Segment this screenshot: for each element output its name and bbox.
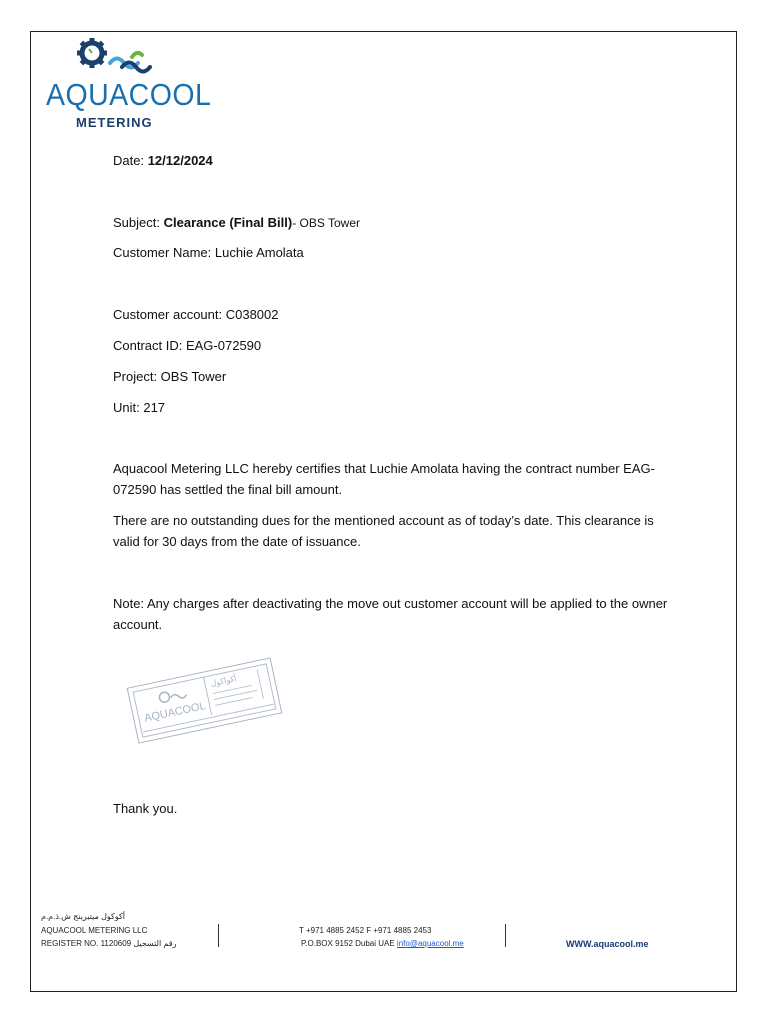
footer-register: REGISTER NO. 1120609 رقم التسجيل: [41, 939, 177, 948]
date-label: Date:: [113, 153, 145, 168]
footer-email-link[interactable]: info@aquacool.me: [396, 939, 464, 948]
footer-divider: [505, 924, 506, 947]
footer-phones: T +971 4885 2452 F +971 4885 2453: [299, 926, 432, 935]
subject-project: - OBS Tower: [292, 216, 361, 230]
letter-footer: [31, 907, 736, 967]
subject-title: Clearance (Final Bill): [163, 215, 293, 230]
footer-po-box: P.O.BOX 9152 Dubai UAE: [301, 939, 395, 948]
date-line: [113, 153, 213, 169]
clearance-paragraph: There are no outstanding dues for the mentioned account as of today’s date. This clearance is valid for 30 days from the date of issuance.: [113, 513, 654, 549]
contract-id: Contract ID: EAG-072590: [113, 338, 262, 353]
footer-divider: [218, 924, 219, 947]
stamp-arabic-text: أكواكول: [209, 674, 238, 689]
footer-website[interactable]: WWW.aquacool.me: [566, 939, 649, 949]
footer-arabic-name: أكوكول ميتيرينج ش.ذ.م.م: [41, 912, 126, 921]
stamp-wordmark: AQUACOOL: [143, 700, 207, 725]
footer-address: [301, 939, 464, 948]
subject-label: Subject:: [113, 215, 160, 230]
company-logo: [46, 37, 212, 130]
closing-text: Thank you.: [113, 801, 178, 816]
unit: Unit: 217: [113, 400, 166, 415]
subject-line: [113, 215, 360, 231]
certification-paragraph: Aquacool Metering LLC hereby certifies that Luchie Amolata having the contract number EAG-072590 has settled the final bill amount.: [113, 461, 655, 497]
footer-company: AQUACOOL METERING LLC: [41, 926, 148, 935]
date-value: 12/12/2024: [147, 153, 213, 168]
customer-name: Customer Name: Luchie Amolata: [113, 245, 304, 260]
note-paragraph: Note: Any charges after deactivating the move out customer account will be applied to the owner account.: [113, 596, 668, 632]
logo-wordmark: AQUACOOL: [46, 77, 212, 112]
gear-wave-logo-icon: [76, 37, 186, 77]
company-stamp: [127, 657, 283, 743]
letter-page: [30, 31, 737, 992]
customer-account: Customer account: C038002: [113, 307, 279, 322]
project: Project: OBS Tower: [113, 369, 227, 384]
logo-subline: METERING: [76, 115, 153, 130]
